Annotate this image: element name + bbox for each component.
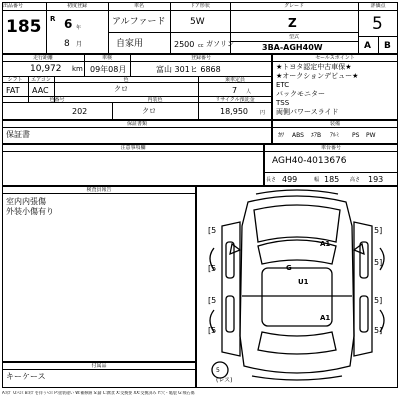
shift: FAT <box>6 86 20 95</box>
month: 8 <box>64 39 70 49</box>
shift-label: シフト <box>7 77 23 83</box>
accessories-value: キーケース <box>6 372 46 381</box>
score-label: 評価点 <box>370 3 386 9</box>
dim-right: 5] <box>374 326 383 335</box>
dim-left: [5 <box>208 326 217 335</box>
lot-label: 出品番号 <box>2 3 23 9</box>
sales-point: ETC <box>276 81 290 89</box>
sales-point: ★トヨタ認定中古車保★ <box>276 63 352 71</box>
score: 5 <box>372 14 383 34</box>
spare-value: 5 <box>216 367 220 374</box>
equipment-item: ｶﾜ <box>278 132 285 139</box>
capacity-label: 乗車定員 <box>224 77 245 83</box>
dim-right: 5] <box>374 226 383 235</box>
era: R <box>50 15 56 23</box>
color: クロ <box>114 85 128 93</box>
ac: AAC <box>32 86 49 95</box>
dim-left: [5 <box>208 296 217 305</box>
equipment-item: ｴｱB <box>311 132 322 139</box>
capacity: 7 <box>232 86 238 95</box>
length: 499 <box>282 175 298 184</box>
mileage: 10,972 <box>30 64 62 74</box>
equipment-item: PW <box>366 132 376 139</box>
recycle: 18,950 <box>220 107 248 116</box>
auction-sheet: 出品番号 185 初度登録 R 6 年 8 月 車名 アルファード 自家用 ドア形状 5W 2500 cc ガソリン グレード Z 型式 3BA-AGH40W 評価点 5 A B 走行距離 10,972 km 車検 09年08月 登録番号 富山 301ヒ 6868 シフト FAT エアコン AAC 色 クロ 乗車定員 7 人 色番号 202 内装色 クロ リサイクル預託金 18,950 円 セールスポイント ★トヨタ認定中古車保★ ★オークションデビュー★ ETC バックモニター TSS 両側パワースライド 保証書類 保証書 装備 ｶﾜ ABS ｴｱB ｱﾙﾐ PS PW 注意事項欄 車台番号 AGH40-4013676 長さ 499 幅 185 高さ 193 検査員報告 室内内張傷 外装小傷有り 付属品 キーケース [5 [5 [5 [5 5] 5] 5] 5] A1 G U1 A1 (レス) 5 A:ｷｽﾞ U:ﾍｺﾐ B:ｷｽﾞを伴うﾍｺﾐ P:塗装違い W:補修跡 S:錆 C:腐食 X:交換要 XX:交換済み Y:穴・亀裂 G:飛石傷 <box>2 2 398 396</box>
height: 193 <box>368 175 384 184</box>
usage: 自家用 <box>116 39 144 49</box>
spare-label: (レス) <box>216 377 233 384</box>
exterior-score: B <box>384 41 391 51</box>
recycle-label: リサイクル預託金 <box>215 97 255 103</box>
chassis-number: AGH40-4013676 <box>272 156 347 166</box>
dim-left: [5 <box>208 264 217 273</box>
year: 6 <box>64 17 73 31</box>
equipment-title: 装備 <box>329 121 340 127</box>
model: 3BA-AGH40W <box>262 43 323 52</box>
equipment-item: ABS <box>292 132 304 139</box>
damage-mark-g: G <box>286 264 292 272</box>
dim-right: 5] <box>374 258 383 267</box>
sales-point: 両側パワースライド <box>276 108 339 116</box>
mileage-label: 走行距離 <box>32 55 53 61</box>
width-label: 幅 <box>314 177 320 183</box>
sales-points-title: セールスポイント <box>315 55 355 61</box>
documents-title: 保証書類 <box>126 121 147 127</box>
km-unit: km <box>72 65 83 73</box>
damage-mark-a1: A1 <box>320 240 331 248</box>
grade-label: グレード <box>283 3 304 9</box>
color-label: 色 <box>123 77 129 83</box>
grade: Z <box>288 16 297 30</box>
equipment-item: PS <box>352 132 360 139</box>
damage-mark-a1-rear: A1 <box>320 314 331 322</box>
sales-point: バックモニター <box>276 90 325 98</box>
lot-number: 185 <box>6 17 42 37</box>
damage-legend: A:ｷｽﾞ U:ﾍｺﾐ B:ｷｽﾞを伴うﾍｺﾐ P:塗装違い W:補修跡 S:錆 C:腐食 X:交換要 XX:交換済み Y:穴・亀裂 G:飛石傷 <box>2 391 195 395</box>
month-unit: 月 <box>76 41 83 48</box>
inspector-item: 外装小傷有り <box>6 207 54 216</box>
length-label: 長さ <box>266 177 277 183</box>
accessories-title: 付属品 <box>91 363 107 369</box>
damage-mark-u1: U1 <box>298 278 309 286</box>
model-label: 型式 <box>288 34 299 40</box>
chassis-title: 車台番号 <box>320 145 341 151</box>
color-no: 202 <box>72 107 88 116</box>
interior-color: クロ <box>142 107 156 115</box>
notes-title: 注意事項欄 <box>120 145 146 151</box>
car-diagram <box>196 186 398 388</box>
yen-unit: 円 <box>260 110 266 116</box>
plate-label: 登録番号 <box>190 55 211 61</box>
width: 185 <box>324 175 340 184</box>
dim-right: 5] <box>374 296 383 305</box>
equipment-item: ｱﾙﾐ <box>330 132 340 139</box>
name-label: 車名 <box>133 3 144 9</box>
sales-point: ★オークションデビュー★ <box>276 72 359 80</box>
height-label: 高さ <box>350 177 361 183</box>
door: 5W <box>190 17 205 27</box>
inspector-item: 室内内張傷 <box>6 197 46 206</box>
fuel: ガソリン <box>206 40 234 48</box>
inspection: 09年08月 <box>90 65 127 74</box>
ac-label: エアコン <box>31 77 51 83</box>
year-label: 初度登録 <box>66 3 87 9</box>
dim-left: [5 <box>208 226 217 235</box>
interior-score: A <box>364 41 371 51</box>
inspector-title: 検査員報告 <box>86 187 112 193</box>
door-label: ドア形状 <box>190 3 210 9</box>
plate: 富山 301ヒ 6868 <box>156 65 221 74</box>
color-no-label: 色番号 <box>49 97 65 103</box>
car-name: アルファード <box>112 17 166 27</box>
documents-value: 保証書 <box>6 130 30 139</box>
capacity-unit: 人 <box>246 89 252 95</box>
cc-unit: cc <box>198 43 204 49</box>
displacement: 2500 <box>174 40 195 49</box>
sales-point: TSS <box>276 99 290 107</box>
interior-color-label: 内装色 <box>147 97 163 103</box>
inspection-label: 車検 <box>101 55 112 61</box>
